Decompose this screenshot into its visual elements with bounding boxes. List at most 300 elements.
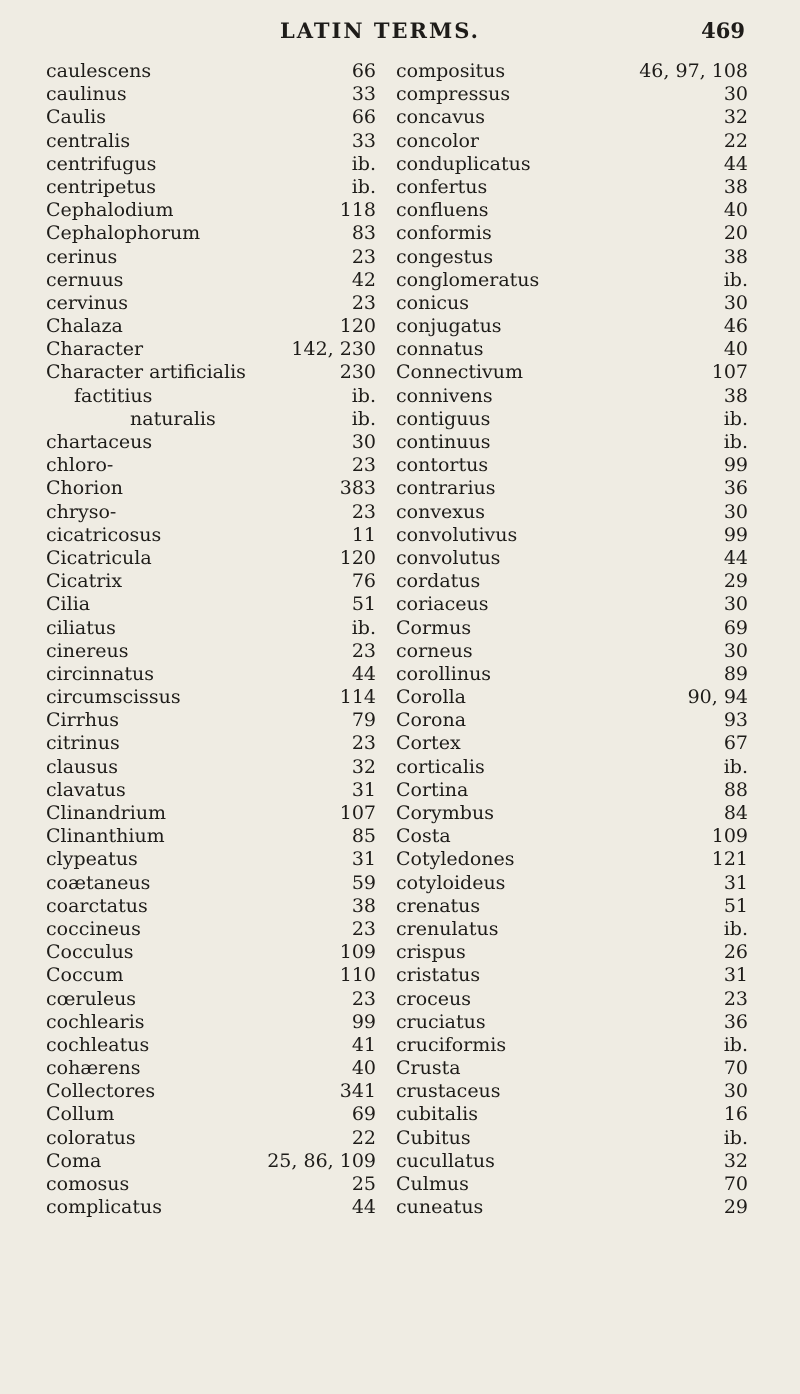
index-entry xyxy=(396,640,748,663)
index-entry xyxy=(46,570,376,593)
index-entry xyxy=(396,617,748,640)
page-reference: 32 xyxy=(723,106,748,129)
index-term: Cotyledones xyxy=(396,848,515,871)
index-entry xyxy=(46,83,376,106)
index-entry xyxy=(396,570,748,593)
index-term: conjugatus xyxy=(396,315,502,338)
index-term: caulescens xyxy=(46,60,152,82)
index-entry xyxy=(46,477,376,500)
index-term: Cormus xyxy=(396,616,472,639)
index-entry xyxy=(396,709,748,732)
index-entry xyxy=(46,524,376,547)
index-entry xyxy=(46,176,376,199)
page-reference: 46 xyxy=(723,315,748,338)
page-reference: 33 xyxy=(351,83,376,106)
index-entry xyxy=(46,988,376,1011)
page-reference: 42 xyxy=(351,268,376,291)
index-term: confluens xyxy=(396,199,489,222)
page-reference: 38 xyxy=(723,245,748,268)
index-term: cinereus xyxy=(46,639,129,662)
index-term: Cortina xyxy=(396,778,469,801)
index-term: Cirrhus xyxy=(46,709,120,732)
page-reference: 30 xyxy=(723,1080,748,1103)
index-entry xyxy=(46,593,376,616)
page-reference: 142, 230 xyxy=(291,338,376,361)
index-entry xyxy=(396,408,748,431)
index-entry xyxy=(396,153,748,176)
index-entry xyxy=(396,1150,748,1173)
index-term: cochleatus xyxy=(46,1033,150,1056)
index-entry xyxy=(396,60,748,83)
index-entry xyxy=(46,1103,376,1126)
index-term: cruciformis xyxy=(396,1033,507,1056)
index-entry xyxy=(46,431,376,454)
index-term: factitius xyxy=(74,384,153,407)
page-reference: 66 xyxy=(351,106,376,129)
index-entry xyxy=(396,872,748,895)
page-reference: 29 xyxy=(723,1196,748,1219)
index-term: Costa xyxy=(396,825,451,848)
index-term: convolutivus xyxy=(396,523,518,546)
page-reference: 38 xyxy=(351,894,376,917)
index-term: convolutus xyxy=(396,546,501,569)
index-term: centrifugus xyxy=(46,152,157,175)
index-term: cucullatus xyxy=(396,1149,495,1172)
index-term: cernuus xyxy=(46,268,124,291)
page-reference: ib. xyxy=(723,1033,748,1056)
page-reference: 23 xyxy=(351,454,376,477)
page-reference: 121 xyxy=(711,848,748,871)
index-entry xyxy=(46,1034,376,1057)
page-reference: 109 xyxy=(711,825,748,848)
index-term: coriaceus xyxy=(396,593,489,616)
index-entry xyxy=(46,315,376,338)
page-reference: 59 xyxy=(351,871,376,894)
index-entry xyxy=(46,825,376,848)
page-reference: 69 xyxy=(351,1103,376,1126)
index-term: cerinus xyxy=(46,245,118,268)
index-entry xyxy=(396,918,748,941)
index-entry xyxy=(46,895,376,918)
index-term: corneus xyxy=(396,639,473,662)
index-term: contortus xyxy=(396,454,489,477)
index-term: Chorion xyxy=(46,477,124,500)
index-term: Cicatrix xyxy=(46,570,123,593)
index-term: convexus xyxy=(396,500,485,523)
index-term: ciliatus xyxy=(46,616,116,639)
page-reference: 11 xyxy=(351,523,376,546)
page-reference: 114 xyxy=(339,686,376,709)
index-term: cœruleus xyxy=(46,987,137,1010)
page-reference: 31 xyxy=(351,848,376,871)
index-entry xyxy=(396,825,748,848)
index-entry xyxy=(46,732,376,755)
page-reference: 85 xyxy=(351,825,376,848)
index-entry xyxy=(396,1173,748,1196)
index-entry xyxy=(396,732,748,755)
page-reference: 341 xyxy=(339,1080,376,1103)
index-term: naturalis xyxy=(130,407,216,430)
index-term: Collectores xyxy=(46,1080,156,1103)
index-term: coccineus xyxy=(46,917,141,940)
index-entry xyxy=(46,1127,376,1150)
index-entry xyxy=(396,222,748,245)
page-reference: 70 xyxy=(723,1057,748,1080)
index-entry xyxy=(46,547,376,570)
index-term: Crusta xyxy=(396,1057,461,1080)
index-entry xyxy=(396,454,748,477)
index-term: contiguus xyxy=(396,407,491,430)
index-entry xyxy=(396,246,748,269)
page-reference: ib. xyxy=(351,152,376,175)
index-entry xyxy=(396,385,748,408)
index-term: conicus xyxy=(396,291,470,314)
index-term: circumscissus xyxy=(46,686,181,709)
page-reference: 30 xyxy=(723,83,748,106)
index-entry xyxy=(46,153,376,176)
running-head: LATIN TERMS. xyxy=(280,18,480,43)
page-reference: 383 xyxy=(339,477,376,500)
index-entry xyxy=(396,686,748,709)
page-reference: 44 xyxy=(351,1196,376,1219)
index-term: conduplicatus xyxy=(396,152,531,175)
page-reference: 26 xyxy=(723,941,748,964)
index-term: chloro- xyxy=(46,454,114,477)
index-entry xyxy=(46,848,376,871)
page-reference: 32 xyxy=(723,1149,748,1172)
index-entry xyxy=(46,361,376,384)
page-reference: ib. xyxy=(723,268,748,291)
index-entry xyxy=(396,315,748,338)
page-reference: 107 xyxy=(711,361,748,384)
page-reference: 30 xyxy=(351,431,376,453)
index-term: clavatus xyxy=(46,778,126,801)
index-entry xyxy=(46,686,376,709)
index-entry xyxy=(46,640,376,663)
page-reference: 23 xyxy=(351,500,376,523)
index-entry xyxy=(396,593,748,616)
index-entry xyxy=(46,1080,376,1103)
index-entry xyxy=(396,895,748,918)
page-reference: 30 xyxy=(723,291,748,314)
index-term: contrarius xyxy=(396,477,496,500)
index-entry xyxy=(46,709,376,732)
index-term: cotyloideus xyxy=(396,871,506,894)
index-term: conformis xyxy=(396,222,492,245)
index-term: concolor xyxy=(396,129,479,152)
index-term: compositus xyxy=(396,60,506,82)
index-term: cuneatus xyxy=(396,1196,484,1219)
index-term: connivens xyxy=(396,384,493,407)
page-header xyxy=(0,14,800,54)
page-reference: ib. xyxy=(723,431,748,453)
index-term: cordatus xyxy=(396,570,481,593)
page-reference: ib. xyxy=(723,755,748,778)
page-reference: 120 xyxy=(339,315,376,338)
page-reference: 66 xyxy=(351,60,376,82)
index-term: crenatus xyxy=(396,894,481,917)
index-column-right xyxy=(396,60,748,1219)
index-entry xyxy=(396,477,748,500)
index-entry xyxy=(396,338,748,361)
index-entry xyxy=(396,1103,748,1126)
page-reference: 23 xyxy=(723,987,748,1010)
index-entry xyxy=(46,802,376,825)
index-term: Corymbus xyxy=(396,802,494,824)
page-reference: 29 xyxy=(723,570,748,593)
page-number: 469 xyxy=(701,18,745,43)
index-entry xyxy=(46,918,376,941)
index-entry xyxy=(46,1150,376,1173)
index-term: Cocculus xyxy=(46,941,134,964)
index-term: cohærens xyxy=(46,1057,141,1080)
page-reference: 40 xyxy=(723,199,748,222)
index-entry xyxy=(46,222,376,245)
index-term: Corolla xyxy=(396,686,466,709)
index-term: Cubitus xyxy=(396,1126,471,1149)
index-term: cruciatus xyxy=(396,1010,486,1033)
index-term: Cilia xyxy=(46,593,91,616)
index-term: Coma xyxy=(46,1149,102,1172)
page-reference: 20 xyxy=(723,222,748,245)
page-reference: 25, 86, 109 xyxy=(267,1149,376,1172)
page-reference: 23 xyxy=(351,639,376,662)
index-entry xyxy=(46,338,376,361)
page-reference: 230 xyxy=(339,361,376,384)
index-term: concavus xyxy=(396,106,486,129)
index-term: citrinus xyxy=(46,732,120,755)
page-reference: 120 xyxy=(339,546,376,569)
index-term: cristatus xyxy=(396,964,481,987)
index-term: coarctatus xyxy=(46,894,148,917)
index-entry xyxy=(396,130,748,153)
page-reference: 40 xyxy=(351,1057,376,1080)
index-entry xyxy=(396,361,748,384)
page-reference: 31 xyxy=(723,964,748,987)
index-entry xyxy=(46,1173,376,1196)
index-term: cicatricosus xyxy=(46,523,162,546)
index-term: Clinandrium xyxy=(46,802,167,824)
page-reference: 23 xyxy=(351,245,376,268)
index-term: compressus xyxy=(396,83,511,106)
page-reference: 118 xyxy=(339,199,376,222)
page-reference: 31 xyxy=(723,871,748,894)
index-entry xyxy=(46,106,376,129)
index-term: Chalaza xyxy=(46,315,123,338)
page-reference: 33 xyxy=(351,129,376,152)
page-reference: 110 xyxy=(339,964,376,987)
index-entry xyxy=(396,1034,748,1057)
index-entry xyxy=(396,1011,748,1034)
page-reference: 31 xyxy=(351,778,376,801)
index-term: centralis xyxy=(46,129,131,152)
index-entry xyxy=(396,292,748,315)
page-reference: 51 xyxy=(351,593,376,616)
index-entry xyxy=(396,1127,748,1150)
page-reference: 89 xyxy=(723,662,748,685)
index-entry xyxy=(46,501,376,524)
index-entry xyxy=(46,408,376,431)
page-reference: 22 xyxy=(351,1126,376,1149)
index-term: cochlearis xyxy=(46,1010,145,1033)
index-entry xyxy=(396,269,748,292)
index-term: caulinus xyxy=(46,83,127,106)
page-reference: ib. xyxy=(351,407,376,430)
page-reference: ib. xyxy=(351,175,376,198)
index-entry xyxy=(46,663,376,686)
page-reference: 99 xyxy=(723,454,748,477)
index-term: chartaceus xyxy=(46,431,153,453)
index-entry xyxy=(46,199,376,222)
index-term: croceus xyxy=(396,987,472,1010)
page-reference: 23 xyxy=(351,732,376,755)
index-term: Cephalophorum xyxy=(46,222,201,245)
index-entry xyxy=(46,60,376,83)
page-reference: 23 xyxy=(351,987,376,1010)
index-entry xyxy=(396,524,748,547)
index-term: centripetus xyxy=(46,175,156,198)
index-entry xyxy=(396,1080,748,1103)
index-term: Character xyxy=(46,338,144,361)
index-entry xyxy=(396,988,748,1011)
page-reference: ib. xyxy=(351,616,376,639)
index-entry xyxy=(46,130,376,153)
index-entry xyxy=(396,663,748,686)
page-reference: 23 xyxy=(351,917,376,940)
index-entry xyxy=(46,454,376,477)
page-reference: 44 xyxy=(723,546,748,569)
index-entry xyxy=(46,385,376,408)
index-term: complicatus xyxy=(46,1196,163,1219)
index-term: Character artificialis xyxy=(46,361,246,384)
index-term: Clinanthium xyxy=(46,825,165,848)
index-entry xyxy=(396,199,748,222)
page-reference: 40 xyxy=(723,338,748,361)
index-term: clausus xyxy=(46,755,119,778)
page-reference: 83 xyxy=(351,222,376,245)
index-term: corticalis xyxy=(396,755,485,778)
page-reference: 44 xyxy=(351,662,376,685)
index-term: coætaneus xyxy=(46,871,151,894)
page-reference: 84 xyxy=(723,802,748,824)
page-reference: 70 xyxy=(723,1173,748,1195)
page-reference: 23 xyxy=(351,291,376,314)
index-term: corollinus xyxy=(396,662,492,685)
index-entry xyxy=(46,1011,376,1034)
index-term: Cortex xyxy=(396,732,461,755)
page-reference: 69 xyxy=(723,616,748,639)
index-entry xyxy=(46,779,376,802)
page-reference: 30 xyxy=(723,500,748,523)
page-reference: 22 xyxy=(723,129,748,152)
index-entry xyxy=(396,83,748,106)
page-reference: 38 xyxy=(723,384,748,407)
index-entry xyxy=(46,941,376,964)
index-term: Corona xyxy=(396,709,467,732)
index-term: Cicatricula xyxy=(46,546,152,569)
index-term: circinnatus xyxy=(46,662,154,685)
index-entry xyxy=(46,1057,376,1080)
page-reference: ib. xyxy=(351,384,376,407)
index-term: Collum xyxy=(46,1103,115,1126)
page-reference: 36 xyxy=(723,477,748,500)
index-term: Coccum xyxy=(46,964,124,987)
page-reference: 88 xyxy=(723,778,748,801)
index-entry xyxy=(396,779,748,802)
index-term: Culmus xyxy=(396,1173,469,1195)
index-entry xyxy=(46,269,376,292)
index-entry xyxy=(396,802,748,825)
page-reference: 67 xyxy=(723,732,748,755)
page-reference: 109 xyxy=(339,941,376,964)
index-term: conglomeratus xyxy=(396,268,540,291)
index-term: confertus xyxy=(396,175,488,198)
index-term: Caulis xyxy=(46,106,107,129)
page-reference: 16 xyxy=(723,1103,748,1126)
index-entry xyxy=(396,501,748,524)
page-reference: 41 xyxy=(351,1033,376,1056)
page-reference: 38 xyxy=(723,175,748,198)
index-entry xyxy=(396,176,748,199)
index-entry xyxy=(46,756,376,779)
page-reference: 107 xyxy=(339,802,376,824)
page-reference: 99 xyxy=(351,1010,376,1033)
index-entry xyxy=(396,848,748,871)
page-reference: 46, 97, 108 xyxy=(639,60,748,82)
index-entry xyxy=(46,246,376,269)
index-term: congestus xyxy=(396,245,494,268)
page-reference: 76 xyxy=(351,570,376,593)
index-term: continuus xyxy=(396,431,491,453)
page-reference: 32 xyxy=(351,755,376,778)
page-reference: 93 xyxy=(723,709,748,732)
index-entry xyxy=(396,941,748,964)
index-term: coloratus xyxy=(46,1126,136,1149)
index-entry xyxy=(396,1196,748,1219)
page-reference: 51 xyxy=(723,894,748,917)
index-term: chryso- xyxy=(46,500,117,523)
index-term: cervinus xyxy=(46,291,129,314)
index-term: connatus xyxy=(396,338,484,361)
index-column-left xyxy=(46,60,376,1219)
index-entry xyxy=(396,547,748,570)
page-reference: ib. xyxy=(723,1126,748,1149)
page-reference: 25 xyxy=(351,1173,376,1195)
page-reference: ib. xyxy=(723,407,748,430)
index-entry xyxy=(396,1057,748,1080)
index-term: crenulatus xyxy=(396,917,499,940)
index-entry xyxy=(46,872,376,895)
index-entry xyxy=(396,964,748,987)
page-reference: 30 xyxy=(723,639,748,662)
index-entry xyxy=(46,964,376,987)
page-reference: 90, 94 xyxy=(687,686,748,709)
index-term: crustaceus xyxy=(396,1080,501,1103)
page-reference: 99 xyxy=(723,523,748,546)
index-term: Connectivum xyxy=(396,361,524,384)
index-term: Cephalodium xyxy=(46,199,174,222)
page-reference: ib. xyxy=(723,917,748,940)
page-reference: 44 xyxy=(723,152,748,175)
index-entry xyxy=(46,292,376,315)
index-term: crispus xyxy=(396,941,466,964)
page-reference: 79 xyxy=(351,709,376,732)
index-entry xyxy=(46,1196,376,1219)
page-reference: 36 xyxy=(723,1010,748,1033)
index-entry xyxy=(46,617,376,640)
index-entry xyxy=(396,756,748,779)
index-entry xyxy=(396,431,748,454)
